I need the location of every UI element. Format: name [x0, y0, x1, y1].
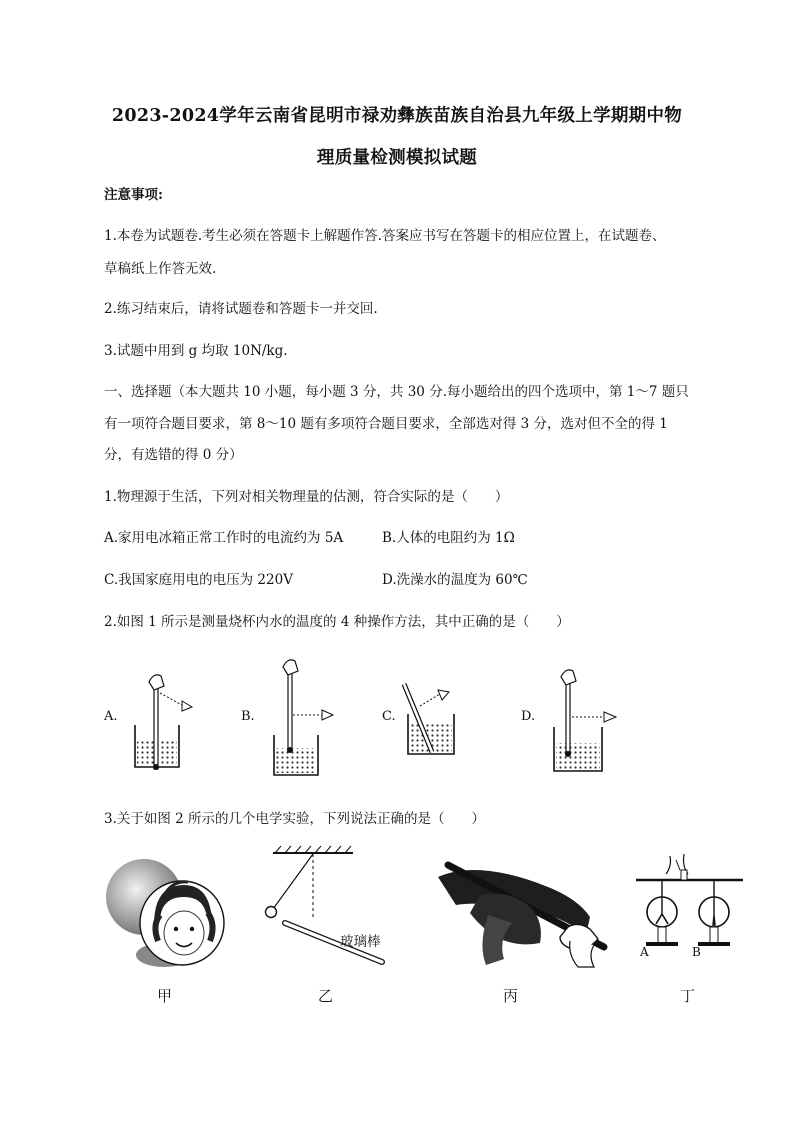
q3-caption-yi: 乙	[318, 987, 334, 1005]
q1-option-a: A.家用电冰箱正常工作时的电流约为 5A	[104, 530, 344, 546]
q2-figure-a-beaker-thermometer	[120, 655, 210, 775]
q2-stem: 2.如图 1 所示是测量烧杯内水的温度的 4 种操作方法，其中正确的是（ ）	[104, 614, 570, 630]
q2-figure-label-a: A.	[104, 709, 118, 724]
q3-caption-jia: 甲	[157, 987, 173, 1005]
notice-heading: 注意事项:	[104, 187, 163, 203]
q3-figure-jia-charged-hair	[104, 855, 229, 970]
q3-figure-yi-pendulum-glass-rod	[255, 845, 395, 970]
q2-figure-d-beaker-thermometer	[538, 655, 633, 775]
section-1-instructions-c: 分，有选错的得 0 分）	[104, 447, 243, 463]
q2-figure-label-c: C.	[382, 709, 396, 724]
q3-electroscope-label-a: A	[640, 945, 649, 959]
q2-figure-b-beaker-thermometer	[260, 655, 350, 780]
notice-1-line-b: 草稿纸上作答无效.	[104, 261, 217, 277]
q2-figure-label-b: B.	[241, 709, 255, 724]
notice-3: 3.试题中用到 g 均取 10N/kg.	[104, 343, 288, 359]
notice-1-line-a: 1.本卷为试题卷.考生必须在答题卡上解题作答.答案应书写在答题卡的相应位置上，在试题卷、	[104, 228, 666, 244]
q3-stem: 3.关于如图 2 所示的几个电学实验，下列说法正确的是（ ）	[104, 811, 486, 827]
q2-figure-label-d: D.	[521, 709, 536, 724]
section-1-instructions-b: 有一项符合题目要求，第 8～10 题有多项符合题目要求，全部选对得 3 分，选对但不全的得 1	[104, 416, 668, 432]
q3-figure-ding-electroscopes	[632, 850, 747, 965]
q2-figure-c-beaker-thermometer	[400, 678, 480, 768]
q3-caption-ding: 丁	[680, 987, 696, 1005]
section-1-instructions-a: 一、选择题（本大题共 10 小题，每小题 3 分，共 30 分.每小题给出的四个选项中，第 1～7 题只	[104, 384, 689, 400]
notice-2: 2.练习结束后，请将试题卷和答题卡一并交回.	[104, 301, 378, 317]
q1-option-c: C.我国家庭用电的电压为 220V	[104, 572, 293, 588]
q3-caption-bing: 丙	[503, 987, 519, 1005]
q1-option-b: B.人体的电阻约为 1Ω	[382, 530, 515, 546]
q3-glass-rod-label: 玻璃棒	[340, 934, 381, 950]
q3-electroscope-label-b: B	[692, 945, 701, 959]
q3-figure-bing-rubbing-rod	[418, 855, 608, 970]
q1-option-d: D.洗澡水的温度为 60℃	[382, 572, 528, 588]
q1-stem: 1.物理源于生活，下列对相关物理量的估测，符合实际的是（ ）	[104, 489, 509, 505]
page-title-line-1: 2023-2024学年云南省昆明市禄劝彝族苗族自治县九年级上学期期中物	[111, 106, 683, 126]
page-title-line-2: 理质量检测模拟试题	[316, 148, 478, 168]
